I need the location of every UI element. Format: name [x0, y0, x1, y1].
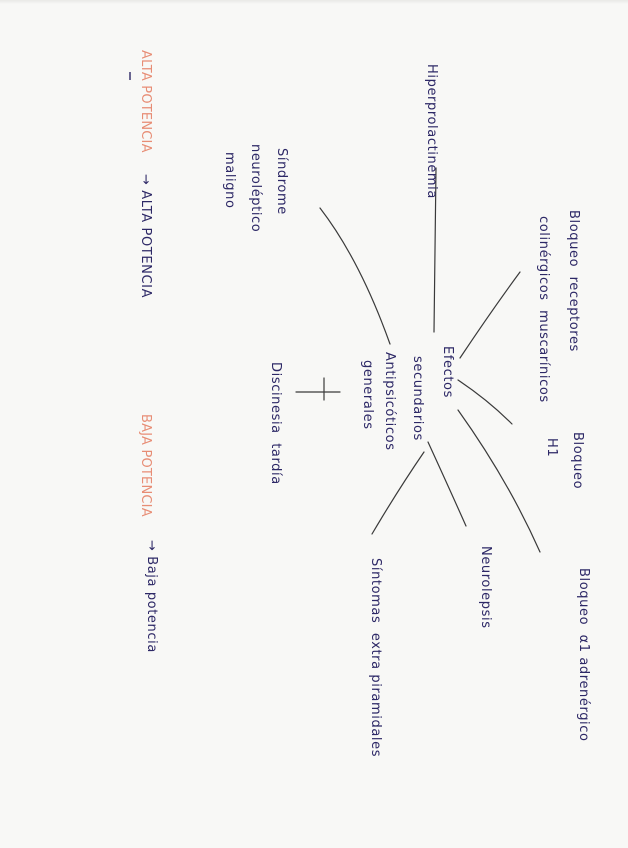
branch-discinesia-tardia: Discinesia tardía: [268, 362, 283, 485]
branch-neurolepsis: Neurolepsis: [478, 546, 493, 629]
branch-sindrome-line-1: Síndrome: [274, 148, 289, 215]
center-node-line-4: generales: [360, 360, 375, 430]
branch-bloqueo-receptores-line-2: colinérgicos muscarínicos: [536, 216, 551, 403]
branch-sindrome-line-2: neuroléptico: [248, 144, 263, 233]
branch-bloqueo-receptores-line-1: Bloqueo receptores: [566, 210, 581, 352]
branch-bloqueo-alfa1: Bloqueo α1 adrenérgico: [576, 568, 591, 742]
branch-sindrome-line-3: maligno: [222, 152, 237, 209]
center-node-line-3: Antipsicóticos: [382, 352, 397, 451]
center-node-line-2: secundarios: [410, 356, 425, 441]
branch-hiperprolactinemia: Hiperprolactinemia: [424, 64, 439, 199]
note-baja-potencia-highlight: BAJA POTENCIA: [138, 414, 153, 517]
branch-bloqueo-h1-line-1: Bloqueo: [570, 432, 585, 490]
branch-bloqueo-h1-line-2: H1: [544, 438, 559, 458]
branch-sintomas-extrapiramidales: Síntomas extra piramidales: [368, 558, 383, 758]
note-alta-potencia-highlight: ALTA POTENCIA: [138, 50, 153, 153]
note-alta-potencia: → ALTA POTENCIA: [138, 174, 153, 299]
center-node-line-1: Efectos: [440, 346, 455, 398]
note-baja-potencia: → Baja potencia: [144, 540, 159, 653]
